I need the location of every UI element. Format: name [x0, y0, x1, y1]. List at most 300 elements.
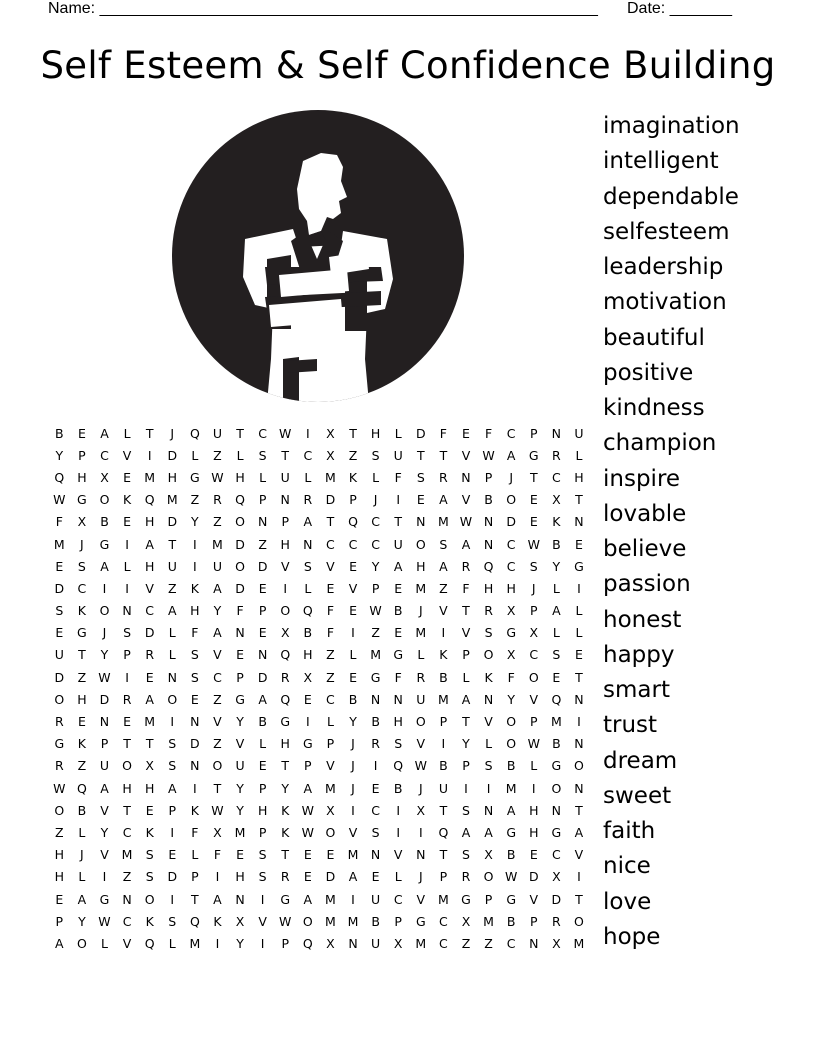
grid-letter: P	[78, 447, 86, 463]
grid-letter: G	[574, 558, 584, 574]
grid-letter: M	[415, 580, 427, 596]
grid-letter: S	[484, 625, 493, 641]
grid-letter: G	[99, 536, 110, 552]
grid-letter: N	[370, 847, 381, 863]
grid-letter: S	[416, 469, 425, 485]
grid-letter: I	[418, 824, 423, 840]
grid-letter: N	[551, 802, 562, 818]
grid-letter: W	[504, 869, 518, 885]
grid-letter: F	[394, 469, 402, 485]
grid-letter: P	[168, 802, 177, 818]
grid-letter: G	[461, 891, 471, 907]
grid-letter: T	[439, 847, 448, 863]
grid-letter: N	[190, 758, 200, 774]
grid-letter: A	[100, 780, 109, 796]
grid-letter: I	[215, 869, 220, 885]
grid-letter: V	[461, 492, 471, 508]
grid-letter: D	[144, 625, 155, 641]
grid-letter: U	[393, 536, 403, 552]
grid-letter: I	[193, 558, 197, 574]
grid-letter: O	[506, 714, 517, 730]
grid-letter: M	[505, 780, 517, 796]
grid-letter: P	[281, 514, 289, 530]
grid-letter: D	[54, 669, 65, 685]
grid-letter: N	[280, 492, 290, 508]
grid-letter: M	[415, 935, 427, 951]
grid-letter: S	[168, 736, 177, 752]
grid-letter: I	[486, 780, 491, 796]
grid-letter: X	[506, 647, 516, 663]
grid-letter: G	[280, 891, 291, 907]
grid-letter: L	[530, 758, 538, 774]
grid-letter: G	[54, 736, 65, 752]
grid-letter: L	[552, 580, 560, 596]
grid-letter: M	[347, 847, 359, 863]
grid-row	[48, 844, 590, 866]
grid-letter: I	[260, 891, 265, 907]
word-list-item: kindness	[603, 395, 705, 421]
word-list-item: imagination	[603, 113, 740, 139]
grid-letter: C	[77, 580, 87, 596]
grid-letter: B	[439, 758, 448, 774]
grid-letter: V	[529, 891, 539, 907]
grid-letter: H	[303, 647, 313, 663]
grid-letter: Y	[281, 780, 290, 796]
grid-letter: Q	[235, 492, 245, 508]
grid-letter: Q	[483, 558, 494, 574]
grid-letter: V	[416, 891, 426, 907]
worker-with-hammer-icon	[171, 109, 465, 403]
grid-letter: N	[416, 847, 426, 863]
grid-letter: X	[213, 824, 222, 840]
grid-letter: V	[348, 824, 358, 840]
grid-letter: V	[439, 603, 448, 619]
word-list-item: positive	[603, 359, 694, 386]
grid-letter: I	[193, 536, 197, 552]
grid-letter: L	[168, 935, 176, 951]
grid-letter: A	[145, 691, 154, 707]
grid-letter: Z	[213, 736, 222, 752]
grid-letter: V	[122, 935, 132, 951]
grid-letter: E	[303, 691, 312, 707]
grid-letter: M	[234, 824, 246, 840]
grid-letter: O	[325, 824, 336, 840]
grid-letter: P	[258, 780, 267, 796]
grid-letter: K	[484, 669, 493, 685]
grid-letter: P	[258, 824, 267, 840]
grid-letter: H	[144, 558, 155, 574]
grid-letter: X	[77, 514, 87, 530]
grid-letter: W	[459, 514, 473, 530]
grid-letter: S	[552, 647, 561, 663]
grid-letter: V	[326, 558, 335, 574]
grid-letter: P	[100, 736, 109, 752]
grid-letter: M	[166, 492, 178, 508]
grid-letter: A	[213, 891, 222, 907]
grid-letter: B	[303, 625, 313, 641]
grid-letter: B	[77, 802, 87, 818]
grid-letter: G	[77, 625, 87, 641]
grid-letter: H	[54, 869, 64, 885]
grid-letter: N	[483, 536, 494, 552]
grid-letter: E	[168, 847, 177, 863]
grid-letter: J	[102, 625, 107, 641]
grid-letter: J	[418, 869, 423, 885]
grid-letter: G	[280, 714, 291, 730]
grid-row	[48, 644, 590, 666]
grid-row	[48, 511, 590, 533]
grid-letter: K	[145, 824, 154, 840]
grid-letter: S	[484, 758, 493, 774]
grid-letter: E	[394, 625, 403, 641]
grid-letter: X	[326, 425, 335, 441]
grid-letter: O	[483, 869, 494, 885]
grid-letter: E	[190, 691, 199, 707]
grid-letter: K	[439, 647, 448, 663]
grid-letter: E	[258, 758, 267, 774]
grid-letter: I	[373, 758, 378, 774]
grid-letter: B	[484, 492, 493, 508]
grid-letter: B	[258, 714, 267, 730]
grid-letter: W	[53, 780, 66, 796]
grid-letter: V	[348, 580, 358, 596]
grid-letter: H	[144, 514, 155, 530]
grid-letter: C	[371, 802, 380, 818]
grid-letter: N	[483, 802, 494, 818]
grid-letter: P	[529, 714, 538, 730]
grid-letter: G	[302, 736, 313, 752]
grid-letter: J	[418, 603, 423, 619]
grid-letter: W	[211, 802, 224, 818]
grid-letter: C	[303, 447, 313, 463]
grid-letter: Z	[326, 647, 335, 663]
grid-letter: L	[394, 869, 402, 885]
grid-row	[48, 888, 590, 910]
grid-letter: I	[577, 580, 581, 596]
grid-letter: A	[506, 447, 516, 463]
grid-letter: S	[303, 558, 312, 574]
grid-letter: S	[55, 603, 64, 619]
grid-letter: L	[417, 647, 425, 663]
grid-letter: S	[258, 869, 267, 885]
word-list-item: dependable	[603, 183, 739, 210]
grid-letter: S	[462, 802, 470, 818]
grid-letter: Q	[54, 469, 65, 485]
grid-letter: T	[236, 425, 244, 441]
grid-row	[48, 710, 590, 732]
grid-letter: J	[80, 536, 84, 552]
grid-letter: L	[101, 935, 108, 951]
page-title: Self Esteem & Self Confidence Building	[40, 44, 776, 87]
grid-letter: T	[575, 669, 583, 685]
grid-letter: P	[462, 647, 470, 663]
grid-letter: N	[574, 736, 584, 752]
grid-letter: N	[551, 425, 562, 441]
grid-letter: A	[303, 780, 313, 796]
grid-letter: V	[393, 847, 403, 863]
grid-letter: A	[393, 558, 403, 574]
grid-letter: X	[280, 625, 290, 641]
grid-letter: T	[145, 736, 154, 752]
grid-letter: E	[371, 869, 380, 885]
grid-letter: S	[145, 847, 154, 863]
grid-letter: C	[122, 824, 132, 840]
grid-letter: M	[437, 514, 449, 530]
grid-letter: X	[303, 669, 313, 685]
grid-letter: S	[371, 824, 380, 840]
grid-letter: J	[351, 758, 355, 774]
grid-letter: A	[348, 869, 358, 885]
grid-letter: U	[438, 780, 448, 796]
grid-letter: N	[393, 691, 403, 707]
grid-letter: L	[191, 447, 199, 463]
grid-letter: M	[550, 714, 562, 730]
grid-letter: B	[55, 425, 64, 441]
grid-letter: E	[258, 625, 267, 641]
grid-letter: D	[325, 869, 336, 885]
grid-letter: L	[304, 580, 312, 596]
grid-letter: L	[168, 647, 176, 663]
grid-row	[48, 489, 590, 511]
grid-letter: D	[235, 536, 245, 552]
grid-letter: K	[281, 802, 290, 818]
grid-letter: V	[574, 847, 584, 863]
word-list-item: beautiful	[603, 324, 705, 351]
grid-letter: C	[529, 647, 539, 663]
grid-letter: Z	[167, 580, 177, 596]
grid-letter: Z	[258, 536, 267, 552]
grid-letter: L	[349, 647, 357, 663]
grid-letter: O	[144, 891, 155, 907]
grid-letter: M	[144, 714, 156, 730]
grid-letter: P	[258, 603, 267, 619]
grid-letter: M	[212, 536, 223, 552]
grid-letter: E	[349, 603, 357, 619]
grid-letter: J	[418, 780, 423, 796]
grid-letter: Y	[552, 558, 561, 574]
grid-letter: L	[123, 558, 131, 574]
grid-letter: Q	[144, 492, 155, 508]
grid-row	[48, 444, 590, 466]
grid-letter: L	[259, 469, 267, 485]
grid-letter: F	[236, 603, 244, 619]
grid-letter: N	[257, 647, 268, 663]
word-list-item: faith	[603, 818, 656, 844]
grid-row	[48, 733, 590, 755]
grid-letter: B	[439, 669, 448, 685]
grid-letter: V	[484, 714, 493, 730]
grid-letter: K	[552, 514, 561, 530]
grid-letter: O	[506, 492, 517, 508]
grid-letter: L	[372, 469, 380, 485]
grid-letter: H	[54, 847, 64, 863]
grid-letter: L	[191, 847, 199, 863]
grid-letter: M	[189, 935, 201, 951]
grid-letter: I	[125, 580, 129, 596]
grid-letter: Q	[348, 514, 358, 530]
grid-letter: D	[167, 514, 178, 530]
grid-letter: E	[258, 580, 267, 596]
grid-letter: Q	[189, 913, 200, 929]
grid-letter: H	[122, 780, 132, 796]
grid-letter: E	[303, 869, 312, 885]
grid-letter: D	[325, 492, 336, 508]
grid-letter: F	[439, 425, 447, 441]
grid-letter: M	[370, 647, 381, 663]
grid-letter: D	[235, 580, 245, 596]
grid-letter: R	[461, 558, 471, 574]
grid-letter: L	[326, 714, 334, 730]
grid-letter: E	[236, 647, 244, 663]
grid-letter: C	[258, 425, 267, 441]
grid-letter: J	[351, 780, 355, 796]
grid-letter: N	[370, 691, 381, 707]
grid-letter: T	[529, 469, 538, 485]
grid-letter: R	[213, 492, 222, 508]
grid-letter: J	[80, 847, 84, 863]
grid-letter: X	[552, 869, 561, 885]
grid-letter: H	[280, 736, 290, 752]
grid-letter: J	[373, 492, 378, 508]
word-list-item: motivation	[603, 289, 727, 316]
word-list-item: smart	[603, 677, 670, 703]
word-list-item: believe	[603, 536, 687, 562]
grid-letter: F	[191, 625, 199, 641]
grid-letter: V	[416, 736, 426, 752]
grid-letter: H	[190, 603, 200, 619]
grid-letter: K	[77, 603, 86, 619]
grid-letter: R	[122, 691, 132, 707]
grid-letter: I	[531, 780, 536, 796]
grid-letter: H	[144, 780, 155, 796]
grid-letter: K	[190, 580, 199, 596]
grid-letter: R	[280, 869, 290, 885]
grid-letter: O	[76, 935, 87, 951]
grid-letter: O	[574, 913, 584, 929]
grid-letter: F	[394, 669, 402, 685]
grid-letter: Y	[236, 935, 244, 951]
grid-letter: V	[145, 580, 154, 596]
grid-letter: X	[235, 913, 245, 929]
grid-letter: D	[99, 691, 110, 707]
grid-letter: O	[506, 736, 517, 752]
grid-letter: S	[145, 869, 154, 885]
grid-row	[48, 821, 590, 843]
grid-letter: P	[304, 758, 312, 774]
grid-letter: A	[100, 558, 109, 574]
grid-letter: G	[506, 625, 517, 641]
grid-letter: O	[483, 647, 494, 663]
grid-letter: N	[348, 935, 358, 951]
grid-letter: L	[236, 447, 244, 463]
grid-letter: S	[168, 758, 177, 774]
grid-row	[48, 622, 590, 644]
grid-letter: E	[77, 714, 86, 730]
grid-letter: R	[371, 736, 380, 752]
grid-letter: R	[303, 492, 313, 508]
grid-letter: D	[415, 425, 426, 441]
grid-letter: C	[439, 935, 448, 951]
grid-letter: T	[326, 514, 335, 530]
grid-letter: G	[506, 824, 517, 840]
grid-row	[48, 688, 590, 710]
grid-letter: S	[258, 847, 267, 863]
grid-letter: Z	[439, 580, 448, 596]
grid-letter: P	[55, 913, 64, 929]
grid-letter: E	[77, 425, 86, 441]
grid-letter: E	[529, 847, 538, 863]
grid-letter: D	[528, 869, 539, 885]
word-list-item: happy	[603, 641, 675, 668]
grid-letter: H	[235, 869, 245, 885]
grid-letter: T	[281, 447, 290, 463]
grid-letter: Y	[236, 802, 244, 818]
grid-letter: H	[574, 469, 584, 485]
grid-letter: V	[461, 447, 471, 463]
grid-letter: R	[439, 469, 448, 485]
grid-letter: T	[439, 802, 448, 818]
grid-letter: I	[305, 425, 310, 441]
grid-letter: N	[416, 514, 426, 530]
grid-letter: L	[78, 824, 86, 840]
grid-letter: Y	[236, 780, 244, 796]
grid-row	[48, 600, 590, 622]
word-list-item: intelligent	[603, 148, 719, 175]
grid-letter: E	[55, 558, 64, 574]
grid-letter: C	[506, 935, 516, 951]
grid-letter: R	[461, 869, 471, 885]
grid-letter: Y	[213, 603, 222, 619]
grid-letter: B	[552, 536, 561, 552]
grid-letter: D	[506, 514, 516, 530]
grid-letter: B	[100, 514, 109, 530]
grid-letter: A	[506, 802, 516, 818]
grid-letter: W	[211, 469, 224, 485]
grid-letter: C	[551, 847, 561, 863]
word-list-item: passion	[603, 571, 691, 598]
grid-letter: Z	[213, 447, 222, 463]
grid-letter: I	[351, 802, 355, 818]
grid-letter: A	[258, 691, 267, 707]
grid-letter: Z	[190, 492, 200, 508]
grid-letter: I	[125, 536, 129, 552]
grid-letter: P	[281, 935, 289, 951]
grid-letter: I	[351, 891, 355, 907]
grid-letter: U	[393, 447, 403, 463]
grid-letter: A	[145, 536, 154, 552]
word-list-item: trust	[603, 712, 658, 739]
grid-letter: Q	[280, 647, 291, 663]
grid-letter: D	[167, 869, 178, 885]
grid-letter: T	[213, 780, 222, 796]
grid-letter: C	[393, 891, 403, 907]
grid-letter: A	[461, 824, 471, 840]
grid-letter: T	[123, 802, 131, 818]
grid-letter: L	[462, 669, 470, 685]
grid-letter: V	[100, 802, 109, 818]
grid-letter: Z	[326, 669, 335, 685]
grid-letter: Z	[213, 514, 222, 530]
grid-letter: M	[437, 691, 449, 707]
grid-letter: B	[552, 736, 561, 752]
grid-letter: W	[301, 802, 315, 818]
grid-letter: S	[77, 558, 86, 574]
grid-letter: R	[54, 714, 64, 730]
grid-letter: L	[575, 625, 583, 641]
grid-letter: K	[122, 492, 132, 508]
grid-letter: I	[441, 736, 446, 752]
grid-letter: V	[529, 691, 539, 707]
